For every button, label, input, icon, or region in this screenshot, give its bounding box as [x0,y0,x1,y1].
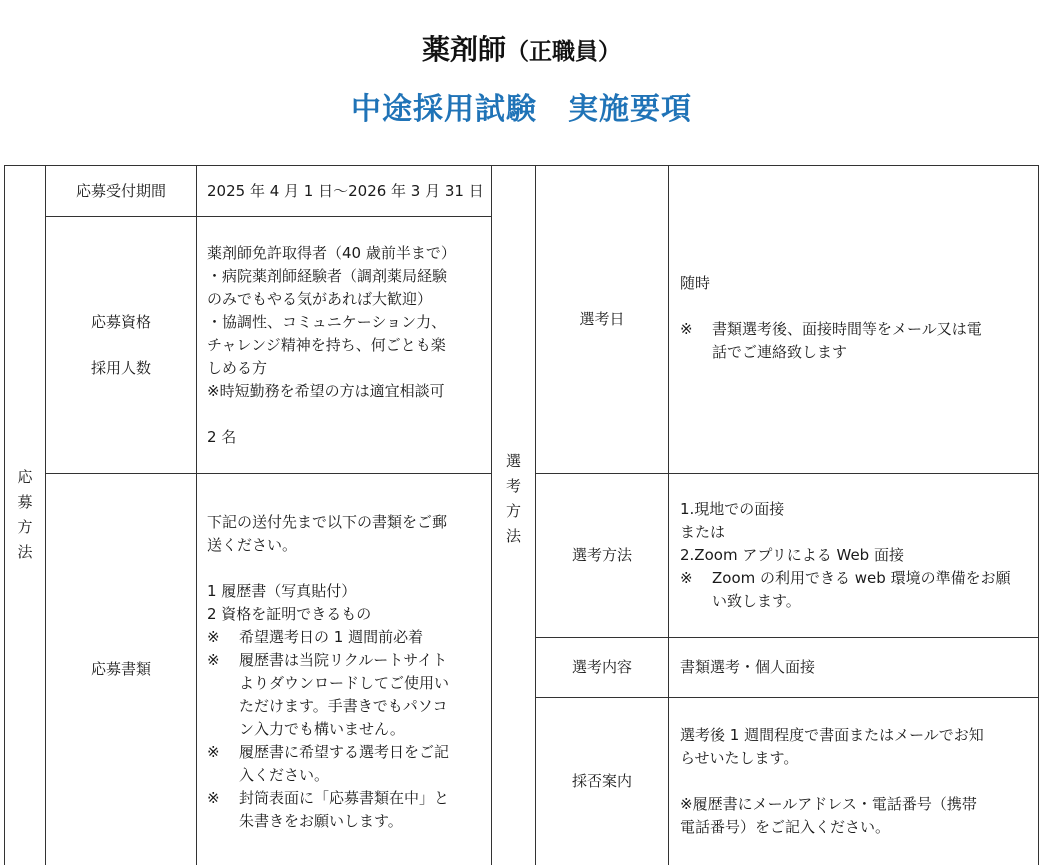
qualification-line: ・協調性、コミュニケーション力、 [207,312,447,331]
note-mark: ※ [207,743,220,761]
selection-content-label: 選考内容 [571,658,632,676]
headcount-value: 2 名 [207,427,237,446]
qualification-line: ※時短勤務を希望の方は適宜相談可 [207,381,445,400]
application-method-group-label [4,165,46,865]
note-mark: ※ [207,789,220,807]
spacer [207,403,456,426]
note-text: ン入力でも構いません。 [239,720,405,738]
documents-item: 1 履歴書（写真貼付） [207,582,357,600]
note-mark: ※ [207,628,220,646]
group-char: 選 [505,452,521,470]
documents-note [207,787,449,833]
note-text: 朱書きをお願いします。 [239,812,403,830]
result-value-cell [680,697,1036,865]
title-main: 薬剤師 [421,33,506,66]
group-char: 方 [17,518,33,536]
documents-note [207,626,449,649]
documents-intro-line: 送ください。 [207,536,298,554]
qualification-line: チャレンジ精神を持ち、何ごとも楽 [207,335,446,354]
method-line: 2.Zoom アプリによる Web 面接 [680,546,904,564]
headcount-label: 採用人数 [90,358,151,377]
qualification-line: しめる方 [207,358,268,377]
documents-item: 2 資格を証明できるもの [207,605,372,623]
note-text: 話でご連絡致します [712,343,848,361]
documents-note [207,741,449,787]
qualification-line: 薬剤師免許取得者（40 歳前半まで） [207,243,456,262]
note-mark: ※ [207,651,220,669]
result-line: 選考後 1 週間程度で書面またはメールでお知 [680,725,984,744]
group-char: 方 [505,502,521,520]
group-char: 募 [17,493,33,511]
qualification-line: のみでもやる気があれば大歓迎） [207,289,433,308]
note-text: よりダウンロードしてご使用い [239,674,450,692]
note-text: い致します。 [712,592,801,610]
documents-intro-line: 下記の送付先まで以下の書類をご郵 [207,513,448,531]
selection-content-value: 書類選考・個人面接 [680,658,816,676]
documents-value-cell [207,473,492,865]
spacer [91,334,151,357]
note-text: 履歴書は当院リクルートサイト [239,651,448,669]
page-title [0,28,1043,68]
note-mark: ※ [680,320,693,338]
selection-date-label: 選考日 [579,310,625,328]
note-text: 履歴書に希望する選考日をご記 [239,743,450,761]
group-char: 考 [505,477,521,495]
note-text: ただけます。手書きでもパソコ [239,697,448,715]
selection-date-value-cell [680,165,1036,474]
method-note [680,567,1011,613]
qualification-value-cell [207,216,492,474]
spacer [207,557,449,580]
note-text: 書類選考後、面接時間等をメール又は電 [712,320,982,338]
qualification-label: 応募資格 [90,312,151,331]
method-line: または [680,523,726,541]
spacer [680,295,982,318]
result-label: 採否案内 [571,771,632,790]
selection-date-note [680,318,982,364]
documents-label: 応募書類 [90,659,151,678]
group-char: 応 [17,468,33,486]
method-line: 1.現地での面接 [680,500,785,518]
group-char: 法 [505,527,521,545]
qualification-label-cell [45,216,197,474]
group-char: 法 [17,543,33,561]
result-note-line: ※履歴書にメールアドレス・電話番号（携帯 [680,794,977,813]
selection-method-label: 選考方法 [571,546,632,564]
selection-method-value-cell [680,473,1036,638]
result-note-line: 電話番号）をご記入ください。 [680,817,891,836]
selection-date-value: 随時 [680,274,711,292]
result-line: らせいたします。 [680,748,799,767]
title-suffix: （正職員） [506,39,621,65]
documents-note [207,649,449,741]
note-text: 希望選考日の 1 週間前必着 [239,628,424,646]
note-text: Zoom の利用できる web 環境の準備をお願 [712,569,1011,587]
qualification-line: ・病院薬剤師経験者（調剤薬局経験 [207,266,448,285]
selection-method-group-label [491,165,536,865]
page-subtitle: 中途採用試験 実施要項 [351,92,692,127]
period-value: 2025 年 4 月 1 日～2026 年 3 月 31 日 [207,181,484,200]
period-label: 応募受付期間 [75,181,166,200]
note-text: 封筒表面に「応募書類在中」と [239,789,450,807]
note-mark: ※ [680,569,693,587]
note-text: 入ください。 [239,766,330,784]
spacer [680,770,984,793]
